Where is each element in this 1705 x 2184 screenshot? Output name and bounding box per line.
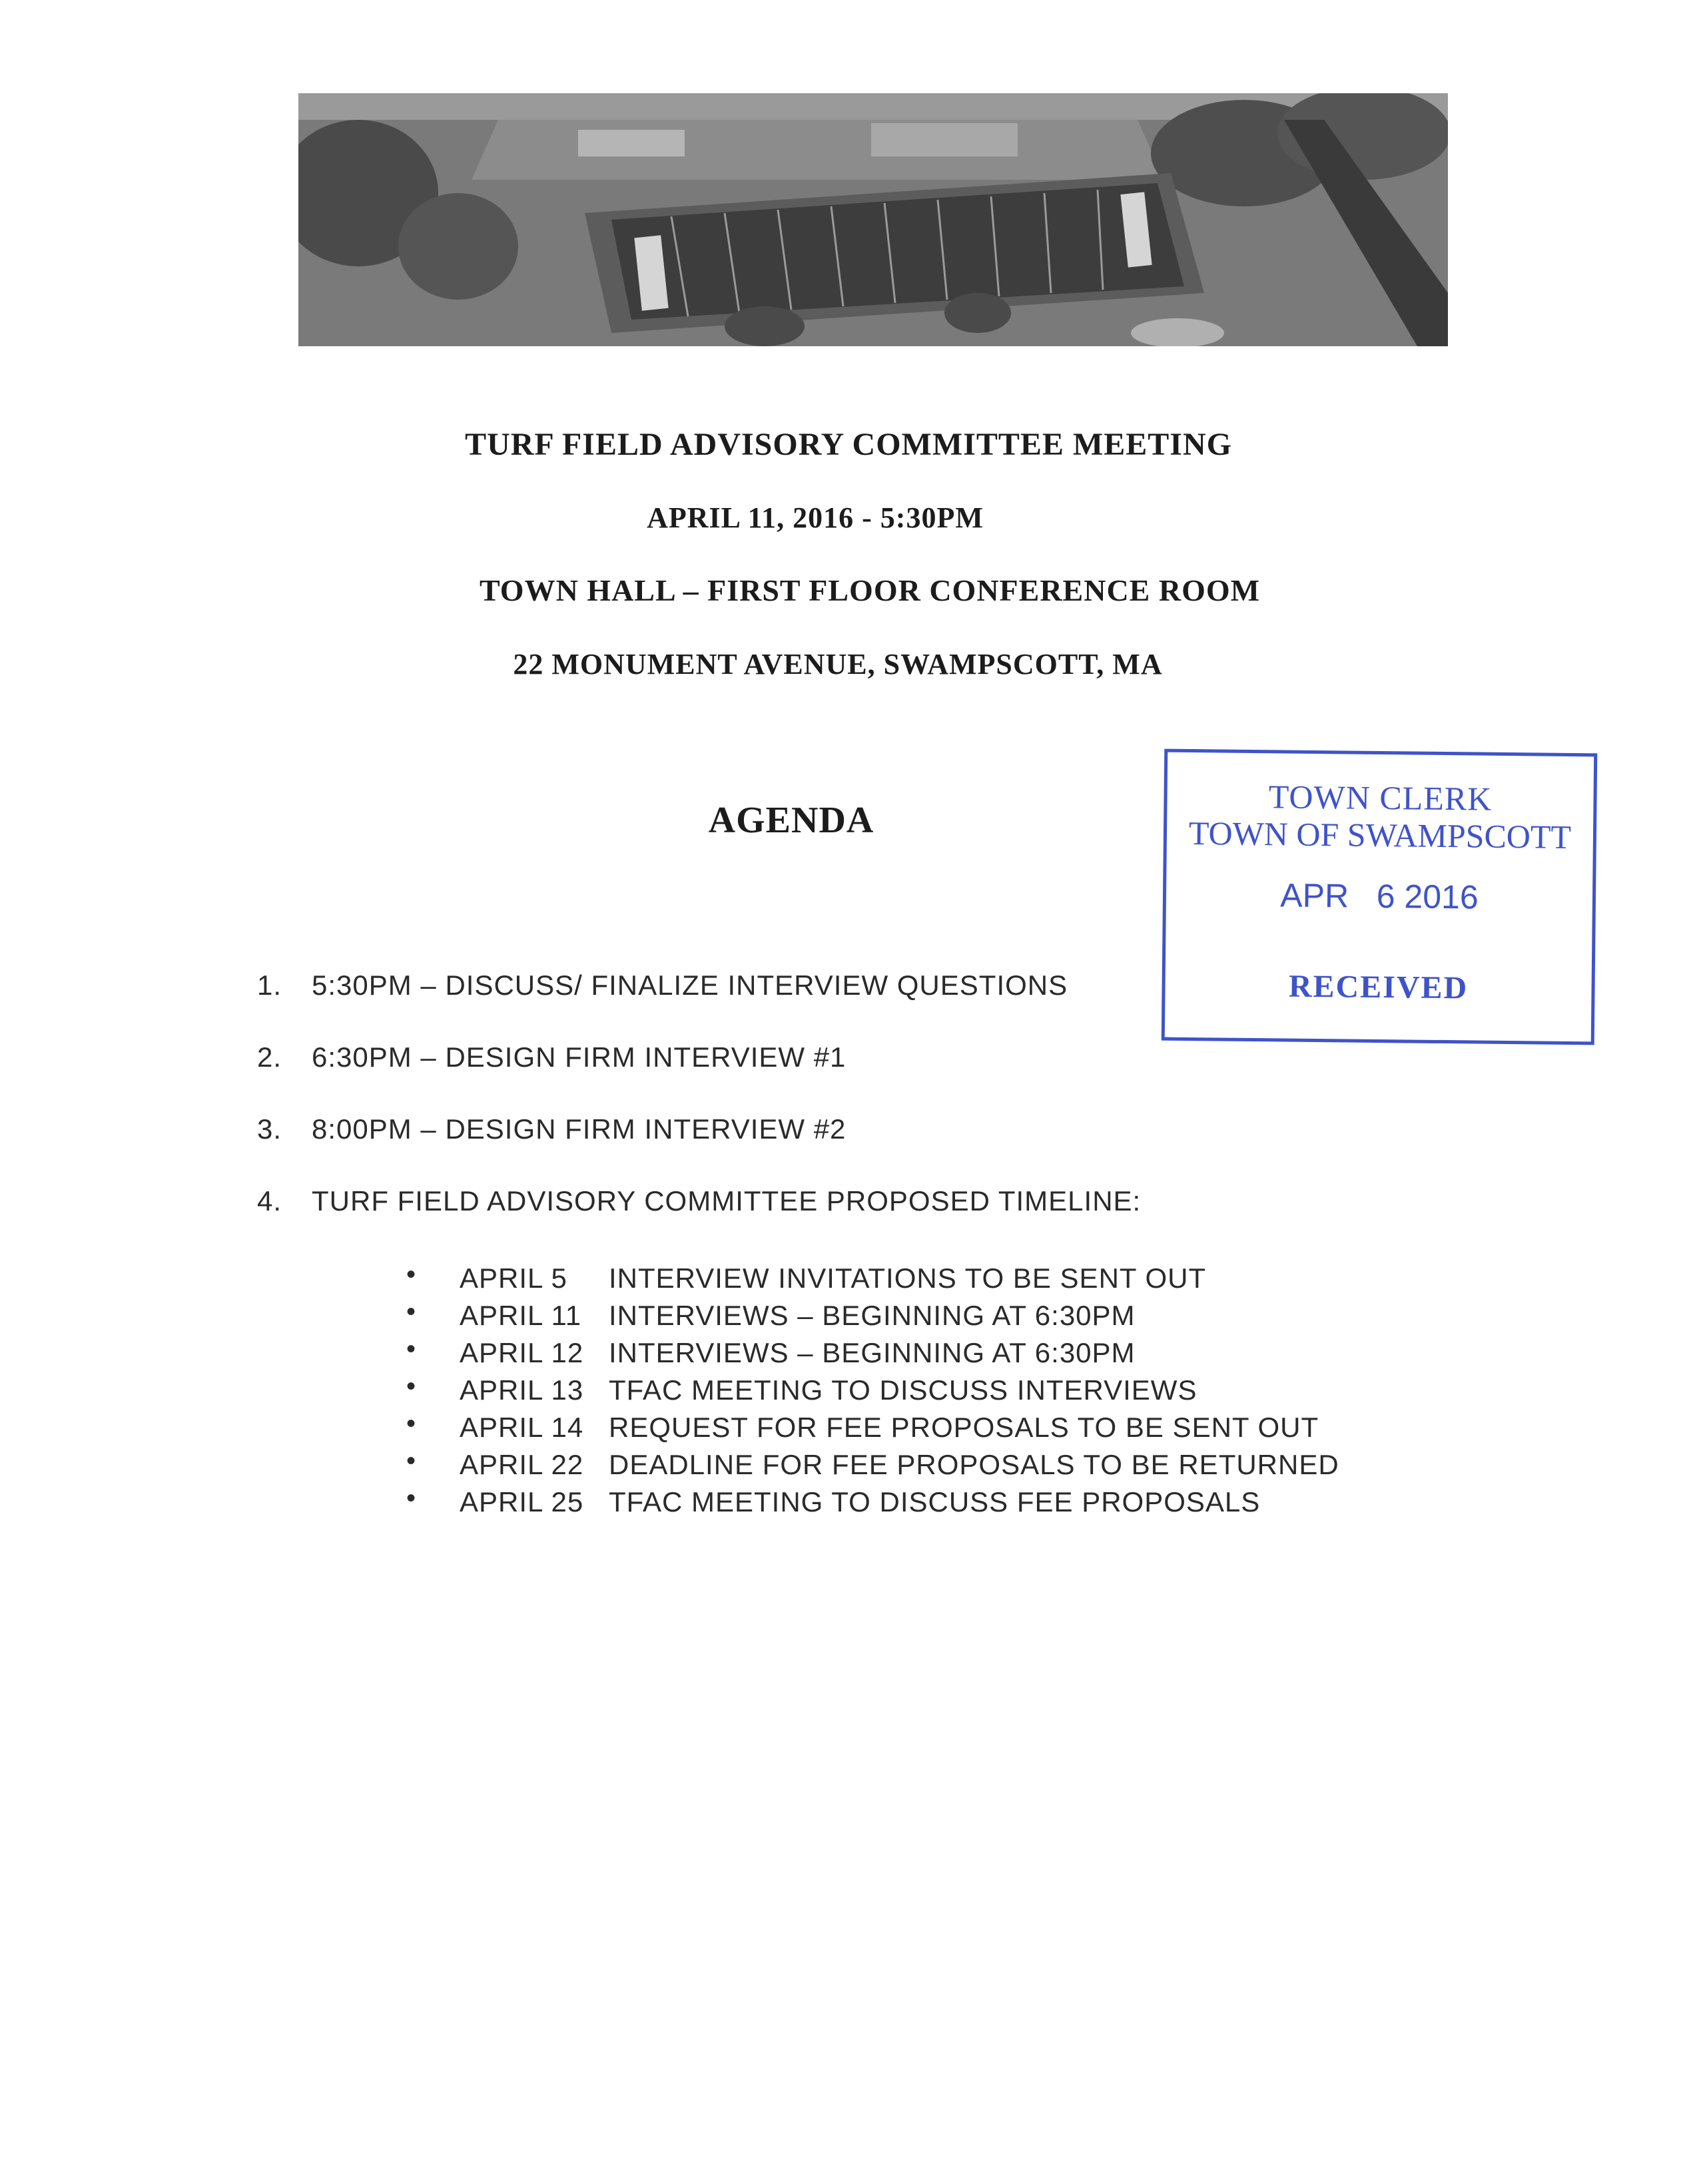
timeline-date: APRIL 12 [460,1337,584,1368]
stamp-line-2: TOWN OF SWAMPSCOTT [1188,814,1572,856]
agenda-item-number: 3. [257,1113,282,1145]
stamp-line-1: TOWN CLERK [1268,778,1493,818]
bullet-icon: • [406,1297,417,1326]
agenda-item-text: 6:30PM – DESIGN FIRM INTERVIEW #1 [312,1041,847,1073]
timeline-date: APRIL 5 [460,1262,567,1294]
meeting-location: TOWN HALL – FIRST FLOOR CONFERENCE ROOM [479,573,1261,607]
timeline-text: DEADLINE FOR FEE PROPOSALS TO BE RETURNED [609,1449,1339,1480]
bullet-icon: • [406,1446,417,1476]
stamp-date: APR 6 2016 [1280,876,1479,916]
meeting-address: 22 MONUMENT AVENUE, SWAMPSCOTT, MA [513,648,1163,681]
bullet-icon: • [406,1409,417,1438]
bullet-icon: • [406,1260,417,1289]
bullet-icon: • [406,1334,417,1364]
timeline-date: APRIL 22 [460,1449,584,1480]
agenda-item-text: TURF FIELD ADVISORY COMMITTEE PROPOSED TIMELINE: [312,1185,1142,1217]
agenda-item-text: 5:30PM – DISCUSS/ FINALIZE INTERVIEW QUESTIONS [312,969,1068,1001]
timeline-text: INTERVIEW INVITATIONS TO BE SENT OUT [609,1262,1207,1294]
timeline-date: APRIL 25 [460,1486,584,1517]
timeline-text: REQUEST FOR FEE PROPOSALS TO BE SENT OUT [609,1412,1319,1443]
agenda-item-number: 4. [257,1185,282,1217]
timeline-text: INTERVIEWS – BEGINNING AT 6:30PM [609,1300,1136,1331]
timeline-text: TFAC MEETING TO DISCUSS INTERVIEWS [609,1374,1197,1406]
agenda-item-number: 2. [257,1041,282,1073]
meeting-date: APRIL 11, 2016 - 5:30PM [647,501,984,534]
bullet-icon: • [406,1484,417,1513]
agenda-item-number: 1. [257,969,282,1001]
timeline-date: APRIL 13 [460,1374,584,1406]
aerial-field-image [298,93,1448,346]
timeline-date: APRIL 11 [460,1300,582,1331]
stamp-status: RECEIVED [1288,968,1469,1006]
timeline-date: APRIL 14 [460,1412,584,1443]
town-clerk-received-stamp [1162,749,1598,1045]
aerial-field-photo [298,93,1448,346]
timeline-text: TFAC MEETING TO DISCUSS FEE PROPOSALS [609,1486,1261,1517]
agenda-heading: AGENDA [708,800,874,841]
timeline-text: INTERVIEWS – BEGINNING AT 6:30PM [609,1337,1136,1368]
bullet-icon: • [406,1372,417,1401]
meeting-title: TURF FIELD ADVISORY COMMITTEE MEETING [465,427,1232,462]
agenda-item-text: 8:00PM – DESIGN FIRM INTERVIEW #2 [312,1113,847,1145]
